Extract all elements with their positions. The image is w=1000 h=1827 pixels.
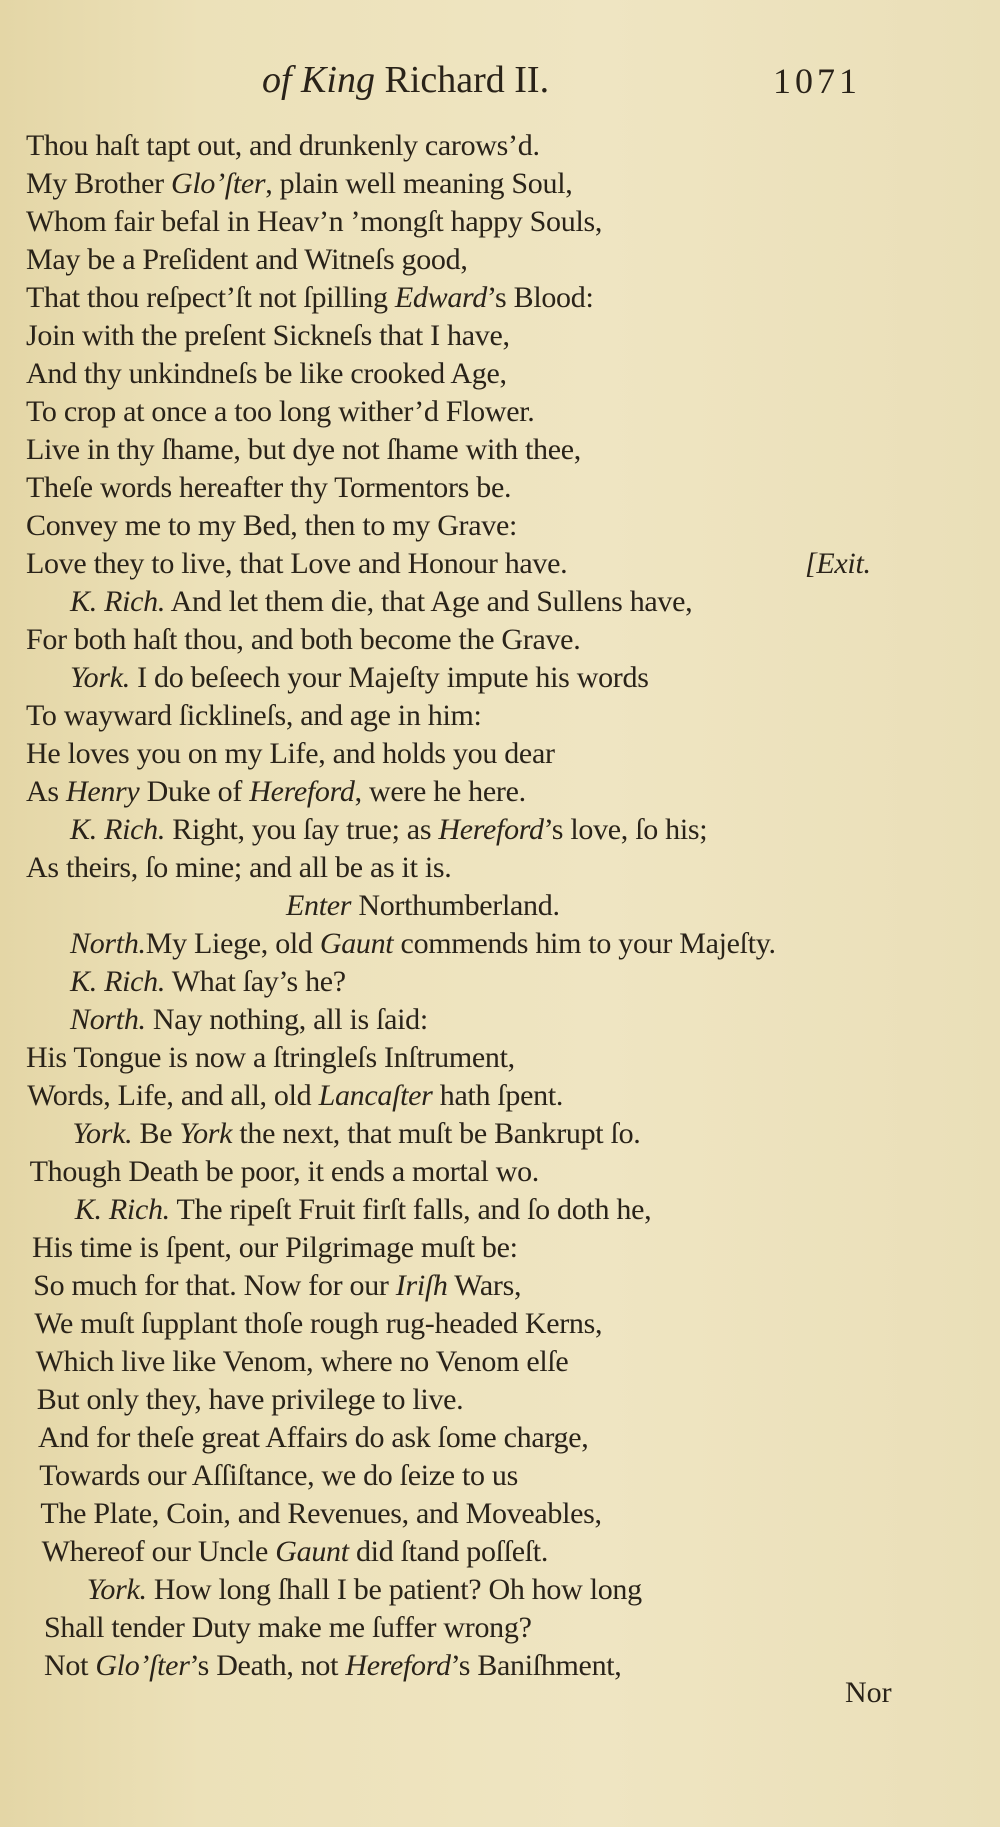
verse-line	[0, 279, 1000, 317]
text-segment: Love they to live, that Love and Honour have.	[26, 547, 568, 580]
exit-direction: [Exit.	[805, 547, 871, 580]
italic-text: Glo’ſter	[171, 167, 266, 200]
verse-line	[0, 1229, 1000, 1267]
text-segment: And let them die, that Age and Sullens have,	[165, 585, 693, 618]
text-segment: Northumberland.	[351, 889, 560, 922]
text-segment: Live in thy ſhame, but dye not ſhame with thee,	[26, 433, 581, 466]
italic-text: York	[179, 1117, 233, 1150]
italic-text: Hereford	[438, 813, 544, 846]
text-segment: I do beſeech your Majeſty impute his words	[129, 661, 649, 694]
text-segment: Shall tender Duty make me ſuffer wrong?	[44, 1611, 532, 1644]
verse-line	[0, 1609, 1000, 1647]
text-segment: Though Death be poor, it ends a mortal wo.	[29, 1155, 540, 1188]
verse-line	[0, 1153, 1000, 1191]
running-title	[262, 58, 549, 102]
running-title-roman: Richard II.	[384, 59, 550, 101]
verse-line	[0, 393, 1000, 431]
text-segment: Nay nothing, all is ſaid:	[145, 1003, 428, 1036]
text-segment: Join with the preſent Sickneſs that I have,	[26, 319, 510, 352]
italic-text: Glo’ſter	[95, 1649, 190, 1682]
verse-line	[0, 1495, 1000, 1533]
italic-text: North.	[70, 927, 146, 960]
page-number: 1071	[773, 61, 861, 101]
text-segment: Thou haſt tapt out, and drunkenly carows’d.	[26, 129, 540, 162]
italic-text: K. Rich.	[74, 1193, 170, 1226]
text-segment: Whereof our Uncle	[41, 1535, 276, 1568]
verse-line	[0, 1267, 1000, 1305]
verse-line	[0, 507, 1000, 545]
verse-line	[0, 735, 1000, 773]
text-segment: , were he here.	[354, 775, 526, 808]
catchword: Nor	[845, 1676, 892, 1709]
verse-line	[0, 545, 1000, 583]
text-segment: Right, you ſay true; as	[165, 813, 439, 846]
italic-text: York.	[86, 1573, 147, 1606]
text-segment: The ripeſt Fruit firſt falls, and ſo doth he,	[169, 1193, 652, 1226]
verse-line	[0, 203, 1000, 241]
text-segment: Theſe words hereafter thy Tormentors be.	[26, 471, 512, 504]
text-segment: ’s Death, not	[189, 1649, 346, 1682]
text-segment: hath ſpent.	[432, 1079, 564, 1112]
verse-line	[0, 621, 1000, 659]
verse-line	[0, 773, 1000, 811]
speech-line	[0, 1001, 1000, 1039]
italic-text: Iriſh	[395, 1269, 448, 1302]
verse-line	[0, 165, 1000, 203]
speech-line	[0, 1571, 1000, 1609]
italic-text: Henry	[65, 775, 140, 808]
italic-text: York.	[70, 661, 130, 694]
text-segment: Wars,	[447, 1269, 522, 1302]
verse-line	[0, 1077, 1000, 1115]
verse-line	[0, 241, 1000, 279]
text-segment: Convey me to my Bed, then to my Grave:	[26, 509, 518, 542]
text-segment: To crop at once a too long wither’d Flower.	[26, 395, 535, 428]
text-segment: the next, that muſt be Bankrupt ſo.	[232, 1117, 641, 1150]
text-segment: How long ſhall I be patient? Oh how long	[146, 1573, 642, 1606]
verse-line	[0, 127, 1000, 165]
text-segment: Towards our Aſſiſtance, we do ſeize to us	[39, 1459, 518, 1492]
speech-line	[0, 963, 1000, 1001]
verse-line	[0, 1381, 1000, 1419]
text-segment: ’s Baniſhment,	[450, 1649, 622, 1682]
text-segment: ’s love, ſo his;	[543, 813, 708, 846]
text-segment: And thy unkindneſs be like crooked Age,	[26, 357, 507, 390]
verse-line	[0, 1343, 1000, 1381]
italic-text: York.	[72, 1117, 133, 1150]
text-segment: , plain well meaning Soul,	[265, 167, 573, 200]
text-segment: For both haſt thou, and both become the Grave.	[26, 623, 581, 656]
speech-line	[0, 811, 1000, 849]
text-segment: My Liege, old	[145, 927, 320, 960]
text-segment: Be	[132, 1117, 180, 1150]
play-text	[0, 127, 1000, 1685]
text-segment: My Brother	[26, 167, 172, 200]
italic-text: Gaunt	[275, 1535, 349, 1568]
verse-line	[0, 1419, 1000, 1457]
text-segment: So much for that. Now for our	[33, 1269, 396, 1302]
verse-line	[0, 1039, 1000, 1077]
verse-line	[0, 355, 1000, 393]
text-segment: But only they, have privilege to live.	[36, 1383, 464, 1416]
verse-line	[0, 431, 1000, 469]
text-segment: ’s Blood:	[487, 281, 594, 314]
italic-text: Lancaſter	[318, 1079, 433, 1112]
verse-line	[0, 317, 1000, 355]
italic-text: North.	[70, 1003, 146, 1036]
italic-text: Hereford	[249, 775, 355, 808]
text-segment: Duke of	[139, 775, 250, 808]
text-segment: To wayward ſicklineſs, and age in him:	[26, 699, 482, 732]
text-segment: We muſt ſupplant thoſe rough rug-headed Kerns,	[34, 1307, 603, 1340]
text-segment: He loves you on my Life, and holds you dear	[26, 737, 555, 770]
italic-text: Hereford	[345, 1649, 451, 1682]
verse-line	[0, 849, 1000, 887]
speech-line	[0, 1115, 1000, 1153]
text-segment: As	[26, 775, 66, 808]
italic-text: K. Rich.	[70, 965, 166, 998]
text-segment: commends him to your Majeſty.	[393, 927, 776, 960]
italic-text: Enter	[286, 889, 352, 922]
text-segment: His Tongue is now a ſtringleſs Inſtrument,	[26, 1041, 515, 1074]
text-segment: Which live like Venom, where no Venom elſe	[35, 1345, 569, 1378]
verse-line	[0, 469, 1000, 507]
text-segment: His time is ſpent, our Pilgrimage muſt be:	[32, 1231, 518, 1264]
stage-direction	[0, 887, 1000, 925]
text-segment: And for theſe great Affairs do ask ſome charge,	[38, 1421, 589, 1454]
speech-line	[0, 583, 1000, 621]
speech-line	[0, 1191, 1000, 1229]
italic-text: Edward	[394, 281, 487, 314]
italic-text: Gaunt	[319, 927, 394, 960]
verse-line	[0, 1533, 1000, 1571]
italic-text: K. Rich.	[70, 585, 166, 618]
verse-line	[0, 697, 1000, 735]
text-segment: Not	[44, 1649, 96, 1682]
text-segment: The Plate, Coin, and Revenues, and Moveables,	[40, 1497, 602, 1530]
text-segment: Whom fair befal in Heav’n ’mongſt happy Souls,	[26, 205, 603, 238]
text-segment: What ſay’s he?	[165, 965, 346, 998]
running-title-italic: of King	[262, 59, 375, 101]
verse-line	[0, 1305, 1000, 1343]
italic-text: K. Rich.	[70, 813, 166, 846]
text-segment: Words, Life, and all, old	[27, 1079, 319, 1112]
verse-line	[0, 1457, 1000, 1495]
speech-line	[0, 925, 1000, 963]
text-segment: That thou reſpect’ſt not ſpilling	[26, 281, 395, 314]
text-segment: May be a Preſident and Witneſs good,	[26, 243, 468, 276]
text-segment: As theirs, ſo mine; and all be as it is.	[26, 851, 452, 884]
speech-line	[0, 659, 1000, 697]
text-segment: did ſtand poſſeſt.	[348, 1535, 549, 1568]
running-header	[0, 58, 1000, 108]
